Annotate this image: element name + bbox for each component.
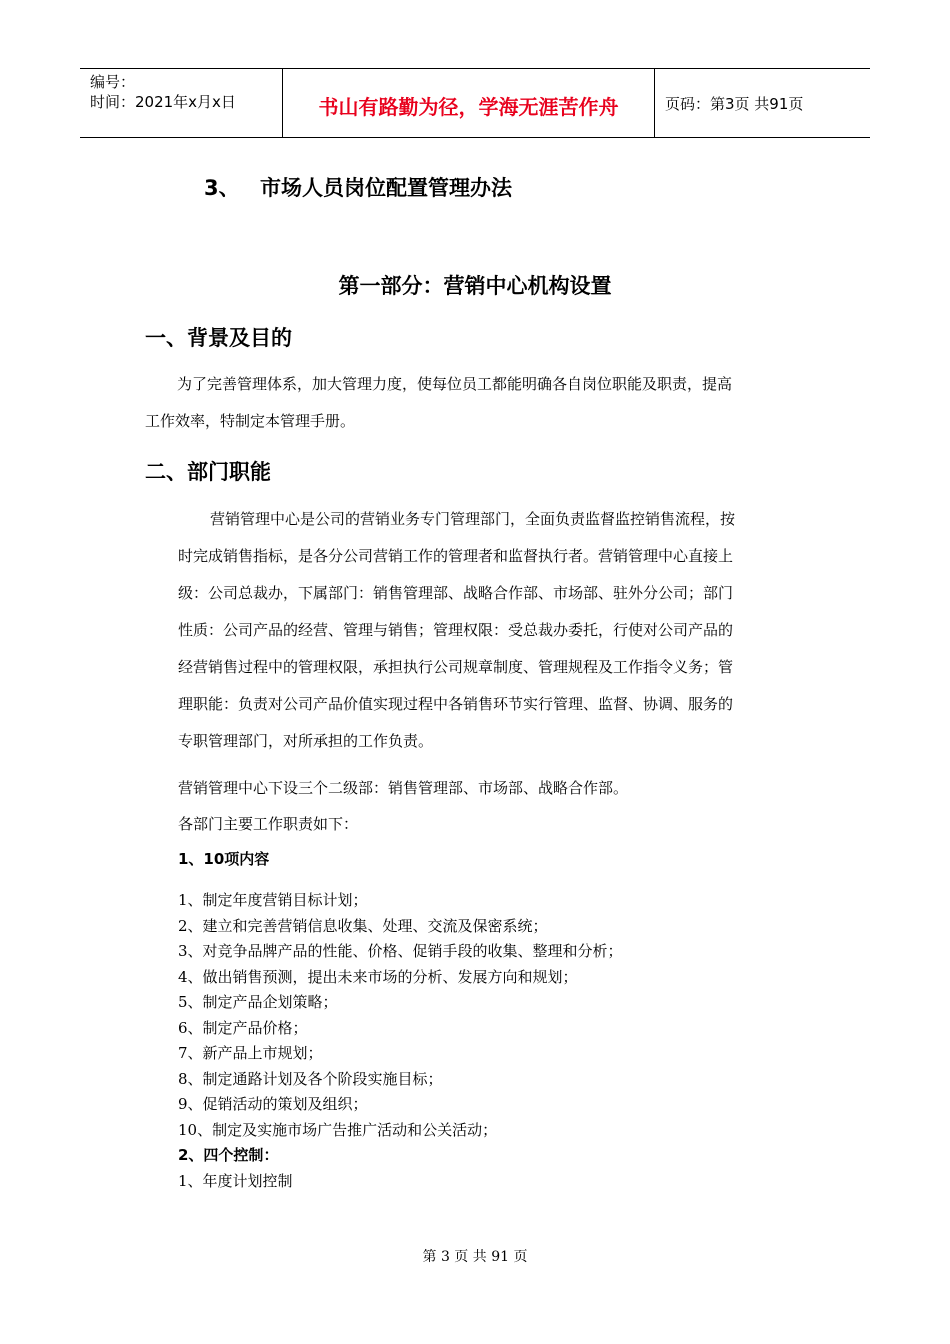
list-item: 10、制定及实施市场广告推广活动和公关活动； [178,1120,498,1139]
page-footer: 第 3 页 共 91 页 [422,1249,528,1265]
list-item: 2、建立和完善营销信息收集、处理、交流及保密系统； [178,916,548,935]
paragraph-line: 理职能：负责对公司产品价值实现过程中各销售环节实行管理、监督、协调、服务的 [178,695,734,713]
document-title-text: 市场人员岗位配置管理办法 [260,176,512,200]
list-item: 3、对竞争品牌产品的性能、价格、促销手段的收集、整理和分析； [178,942,623,960]
paragraph-line: 营销管理中心是公司的营销业务专门管理部门，全面负责监督监控销售流程，按 [210,510,736,528]
background-paragraph [145,366,805,440]
control-heading: 2、四个控制： [178,1146,279,1164]
paragraph-line: 为了完善管理体系，加大管理力度，使每位员工都能明确各自岗位职能及职责，提高 [177,375,733,393]
section-heading-functions: 二、部门职能 [145,460,271,484]
paragraph-line: 专职管理部门，对所承担的工作负责。 [178,732,434,750]
paragraph-line: 工作效率，特制定本管理手册。 [145,412,356,430]
list-item: 1、制定年度营销目标计划； [178,891,368,909]
duties-intro: 各部门主要工作职责如下： [178,815,359,833]
document-title [204,172,512,202]
header-table [80,68,870,138]
list-item: 8、制定通路计划及各个阶段实施目标； [178,1069,443,1088]
item1-heading: 1、10项内容 [178,850,270,868]
part-title: 第一部分：营销中心机构设置 [338,274,612,298]
sub-departments: 营销管理中心下设三个二级部：销售管理部、市场部、战略合作部。 [178,779,629,797]
list-item: 7、新产品上市规划； [178,1044,323,1062]
header-motto-cell [283,69,655,137]
list-item: 6、制定产品价格； [178,1018,308,1037]
functions-paragraph [178,501,805,760]
date-label: 时间：2021年x月x日 [90,93,236,111]
duties-list [178,888,623,1194]
motto: 书山有路勤为径，学海无涯苦作舟 [318,95,619,119]
list-item: 1、年度计划控制 [178,1171,293,1190]
paragraph-line: 经营销售过程中的管理权限，承担执行公司规章制度、管理规程及工作指令义务；管 [178,658,734,676]
header-left-cell [80,69,283,137]
paragraph-line: 级：公司总裁办，下属部门：销售管理部、战略合作部、市场部、驻外分公司；部门 [178,584,734,602]
paragraph-line: 时完成销售指标，是各分公司营销工作的管理者和监督执行者。营销管理中心直接上 [178,547,734,565]
page-info: 页码：第3页 共91页 [665,95,804,113]
number-label: 编号： [90,73,136,91]
list-item: 5、制定产品企划策略； [178,993,338,1011]
paragraph-line: 性质：公司产品的经营、管理与销售；管理权限：受总裁办委托，行使对公司产品的 [178,621,734,639]
header-page-cell [655,69,870,137]
list-item: 4、做出销售预测，提出未来市场的分析、发展方向和规划； [178,967,578,986]
document-title-number: 3、 [204,176,240,200]
list-item: 9、促销活动的策划及组织； [178,1095,368,1113]
section-heading-background: 一、背景及目的 [145,326,292,350]
